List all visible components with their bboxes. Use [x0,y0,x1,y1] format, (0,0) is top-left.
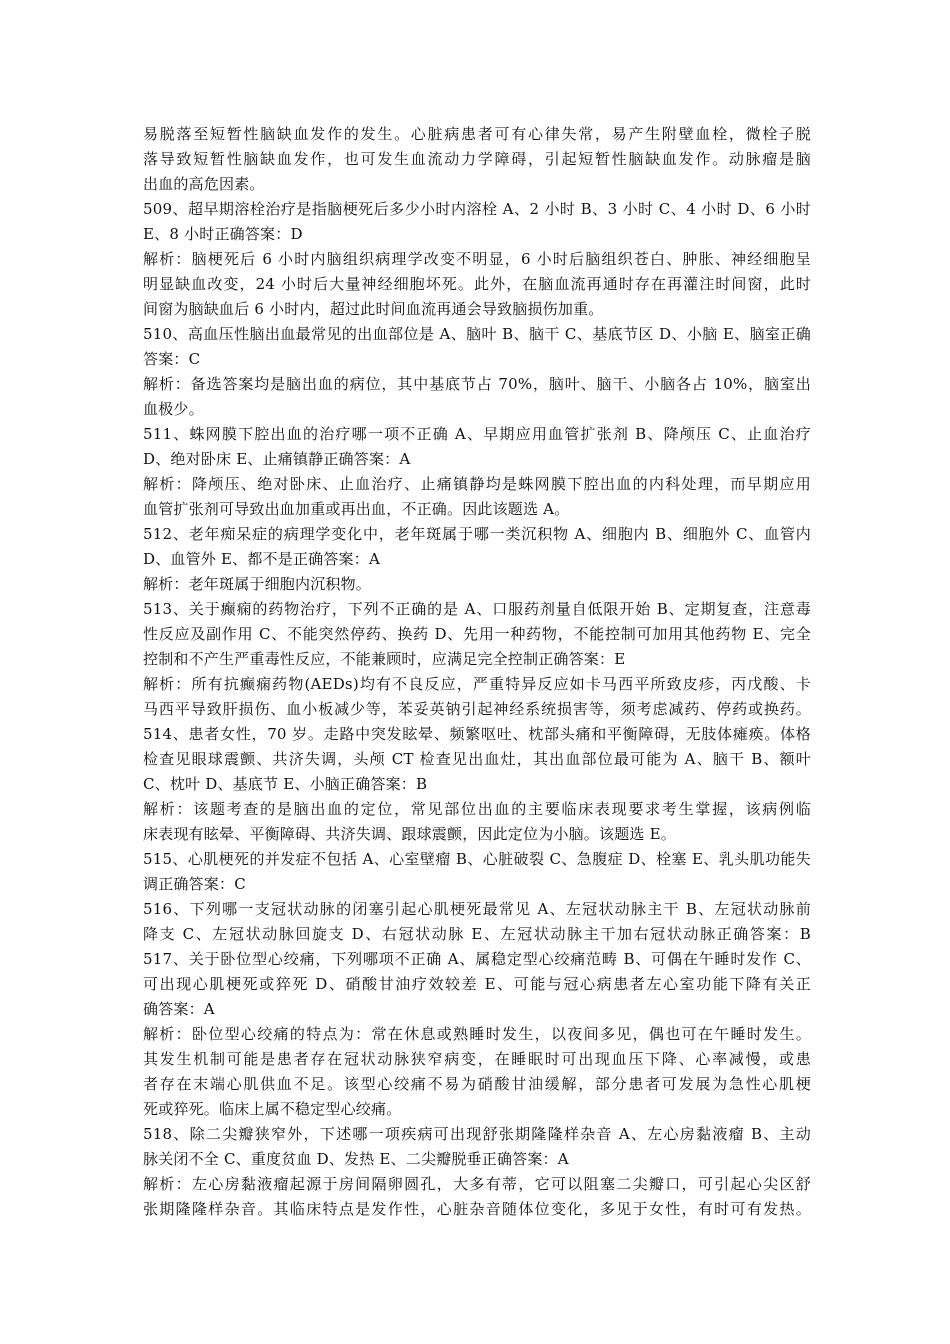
text-line: 明显缺血改变，24 小时后大量神经细胞坏死。此外，在脑血流再通时存在再灌注时间窗，此时 [143,275,811,293]
text-line: C、枕叶 D、基底节 E、小脑正确答案：B [143,775,428,793]
text-line: 解析：脑梗死后 6 小时内脑组织病理学改变不明显，6 小时后脑组织苍白、肿胀、神经细胞呈 [143,250,811,268]
text-line: 解析：老年斑属于细胞内沉积物。 [143,575,372,593]
text-line: 张期隆隆样杂音。其临床特点是发作性，心脏杂音随体位变化，多见于女性，有时可有发热。 [143,1200,811,1218]
text-line: 脉关闭不全 C、重度贫血 D、发热 E、二尖瓣脱垂正确答案：A [143,1150,569,1168]
text-line: 落导致短暂性脑缺血发作，也可发生血流动力学障碍，引起短暂性脑缺血发作。动脉瘤是脑 [143,150,811,168]
text-line: 降支 C、左冠状动脉回旋支 D、右冠状动脉 E、左冠状动脉主干加右冠状动脉正确答案：B [143,925,811,943]
text-line: 血管扩张剂可导致出血加重或再出血，不正确。因此该题选 A。 [143,500,570,518]
text-line: 510、高血压性脑出血最常见的出血部位是 A、脑叶 B、脑干 C、基底节区 D、小脑 E、脑室正确 [143,325,811,343]
text-line: 死或猝死。临床上属不稳定型心绞痛。 [143,1100,402,1118]
text-line: E、8 小时正确答案：D [143,225,303,243]
text-line: 解析：该题考查的是脑出血的定位，常见部位出血的主要临床表现要求考生掌握，该病例临 [143,800,811,818]
text-line: 解析：所有抗癫痫药物(AEDs)均有不良反应，严重特异反应如卡马西平所致皮疹，丙戊酸、卡 [143,675,811,693]
text-line: 516、下列哪一支冠状动脉的闭塞引起心肌梗死最常见 A、左冠状动脉主干 B、左冠状动脉前 [143,900,811,918]
text-line: 答案：C [143,350,201,368]
text-line: 解析：卧位型心绞痛的特点为：常在休息或熟睡时发生，以夜间多见，偶也可在午睡时发生。 [143,1025,811,1043]
text-line: 血极少。 [143,400,204,418]
text-line: 间窗为脑缺血后 6 小时内，超过此时间血流再通会导致脑损伤加重。 [143,300,604,318]
text-line: 515、心肌梗死的并发症不包括 A、心室壁瘤 B、心脏破裂 C、急腹症 D、栓塞 E、乳头肌功能失 [143,850,811,868]
text-line: 解析：降颅压、绝对卧床、止血治疗、止痛镇静均是蛛网膜下腔出血的内科处理，而早期应用 [143,475,811,493]
text-line: 518、除二尖瓣狭窄外，下述哪一项疾病可出现舒张期隆隆样杂音 A、左心房黏液瘤 B、主动 [143,1125,811,1143]
text-line: 其发生机制可能是患者存在冠状动脉狭窄病变，在睡眠时可出现血压下降、心率减慢，或患 [143,1050,811,1068]
document-page [143,122,811,1222]
text-line: 解析：左心房黏液瘤起源于房间隔卵圆孔，大多有蒂，它可以阻塞二尖瓣口，可引起心尖区舒 [143,1175,811,1193]
text-line: 床表现有眩晕、平衡障碍、共济失调、跟球震颤，因此定位为小脑。该题选 E。 [143,825,676,843]
text-line: 514、患者女性，70 岁。走路中突发眩晕、频繁呕吐、枕部头痛和平衡障碍，无肢体瘫痪。体格 [143,725,811,743]
text-line: 马西平导致肝损伤、血小板减少等，苯妥英钠引起神经系统损害等，须考虑减药、停药或换药。 [143,700,811,718]
text-line: 517、关于卧位型心绞痛，下列哪项不正确 A、属稳定型心绞痛范畴 B、可偶在午睡时发作 C、 [143,950,811,968]
text-line: 513、关于癫痫的药物治疗，下列不正确的是 A、口服药剂量自低限开始 B、定期复查，注意毒 [143,600,811,618]
text-line: D、绝对卧床 E、止痛镇静正确答案：A [143,450,411,468]
text-line: 控制和不产生严重毒性反应，不能兼顾时，应满足完全控制正确答案：E [143,650,626,668]
text-line: 者存在末端心肌供血不足。该型心绞痛不易为硝酸甘油缓解，部分患者可发展为急性心肌梗 [143,1075,811,1093]
text-line: D、血管外 E、都不是正确答案：A [143,550,380,568]
text-line: 检查见眼球震颤、共济失调，头颅 CT 检查见出血灶，其出血部位最可能为 A、脑干 B、额叶 [143,750,811,768]
text-line: 性反应及副作用 C、不能突然停药、换药 D、先用一种药物，不能控制可加用其他药物 E、完全 [143,625,811,643]
text-line: 出血的高危因素。 [143,175,265,193]
text-line: 509、超早期溶栓治疗是指脑梗死后多少小时内溶栓 A、2 小时 B、3 小时 C、4 小时 D、6 小时 [143,200,811,218]
text-line: 易脱落至短暂性脑缺血发作的发生。心脏病患者可有心律失常，易产生附壁血栓，微栓子脱 [143,125,811,143]
text-line: 512、老年痴呆症的病理学变化中，老年斑属于哪一类沉积物 A、细胞内 B、细胞外 C、血管内 [143,525,811,543]
text-line: 调正确答案：C [143,875,246,893]
text-line: 解析：备选答案均是脑出血的病位，其中基底节占 70%，脑叶、脑干、小脑各占 10%，脑室出 [143,375,811,393]
text-line: 确答案：A [143,1000,215,1018]
text-line: 可出现心肌梗死或猝死 D、硝酸甘油疗效较差 E、可能与冠心病患者左心室功能下降有关正 [143,975,811,993]
text-line: 511、蛛网膜下腔出血的治疗哪一项不正确 A、早期应用血管扩张剂 B、降颅压 C、止血治疗 [143,425,811,443]
